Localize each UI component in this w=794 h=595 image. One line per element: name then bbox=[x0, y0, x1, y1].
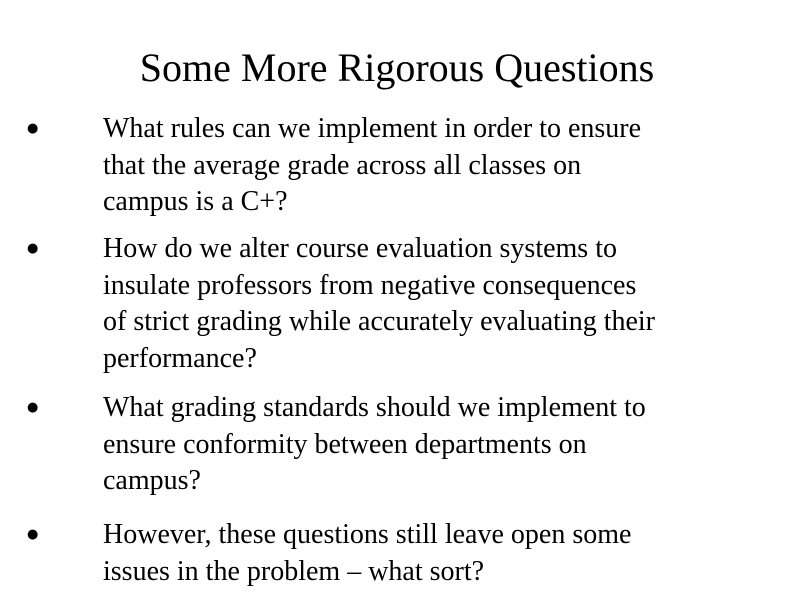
bullet-text: However, these questions still leave open some issues in the problem – what sort? bbox=[103, 519, 632, 587]
bullet-text: How do we alter course evaluation systems to insulate professors from negative consequences of strict grading while accurately evaluating their performance? bbox=[103, 233, 656, 374]
bullet-text: What rules can we implement in order to ensure that the average grade across all classes on campus is a C+? bbox=[103, 113, 642, 217]
slide-title: Some More Rigorous Questions bbox=[139, 45, 655, 90]
bullet-icon: ● bbox=[27, 527, 39, 542]
bullet-text: What grading standards should we implement to ensure conformity between departments on campus? bbox=[103, 392, 646, 496]
bullet-icon: ● bbox=[27, 121, 39, 136]
bullet-icon: ● bbox=[27, 241, 39, 256]
bullet-icon: ● bbox=[27, 400, 39, 415]
